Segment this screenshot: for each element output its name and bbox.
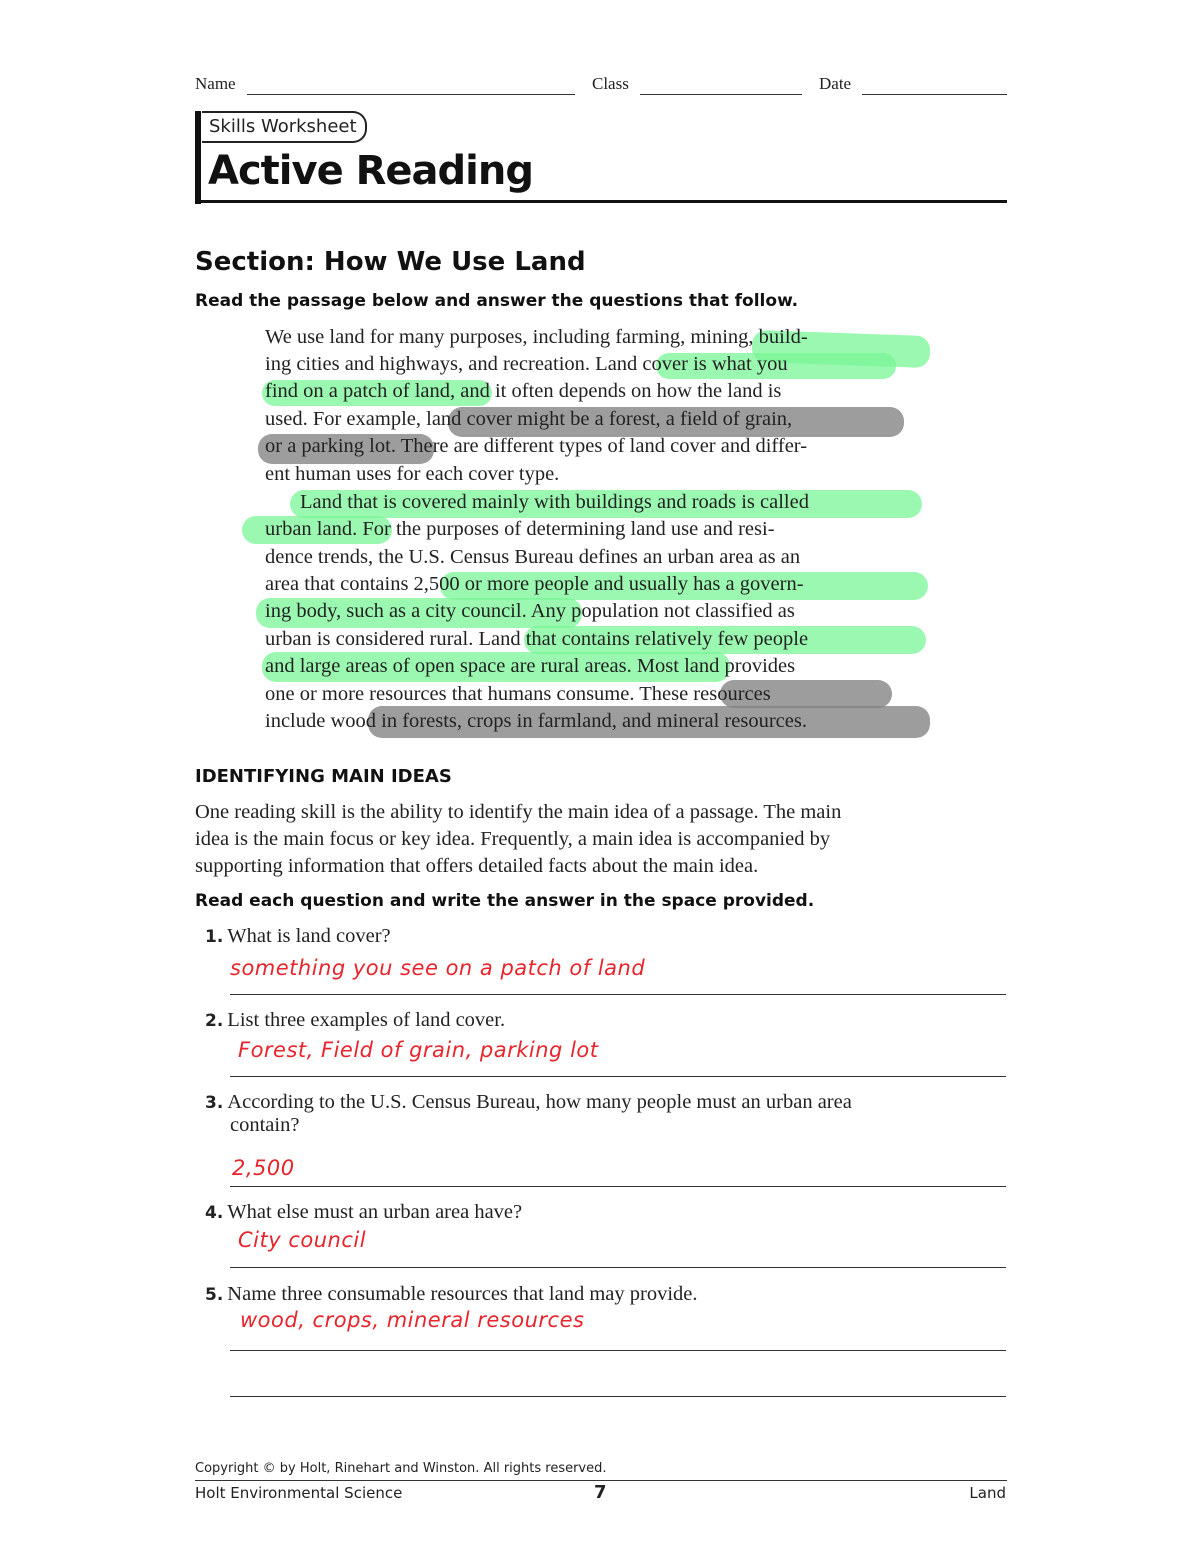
passage-line: dence trends, the U.S. Census Bureau defines an urban area as an <box>265 546 801 568</box>
questions-instruction: Read each question and write the answer in the space provided. <box>195 891 815 911</box>
question-5 <box>205 1283 698 1306</box>
question-number: 3. <box>205 1093 224 1113</box>
passage-line: ing cities and highways, and recreation. Land cover is what you <box>265 353 788 375</box>
name-field[interactable] <box>247 94 575 95</box>
passage-line: ent human uses for each cover type. <box>265 463 560 485</box>
passage-line: Land that is covered mainly with buildings and roads is called <box>300 491 809 513</box>
header-fields <box>195 74 1007 98</box>
answer-3[interactable]: 2,500 <box>232 1156 295 1180</box>
answer-line <box>230 1396 1006 1397</box>
section-title: Section: How We Use Land <box>195 247 586 277</box>
question-text: What is land cover? <box>227 925 391 947</box>
question-text: List three examples of land cover. <box>227 1009 506 1031</box>
name-label: Name <box>195 74 236 93</box>
answer-1[interactable]: something you see on a patch of land <box>230 956 646 980</box>
book-title: Holt Environmental Science <box>195 1484 403 1502</box>
main-ideas-text: One reading skill is the ability to identify the main idea of a passage. The main <box>195 801 842 823</box>
question-number: 2. <box>205 1011 224 1031</box>
question-number: 1. <box>205 927 224 947</box>
question-text: According to the U.S. Census Bureau, how many people must an urban area <box>227 1091 852 1113</box>
passage-line: or a parking lot. There are different types of land cover and differ- <box>265 435 808 457</box>
chapter-name: Land <box>969 1484 1006 1502</box>
skills-worksheet-tab: Skills Worksheet <box>202 111 367 143</box>
question-text-cont: contain? <box>230 1114 300 1136</box>
question-3 <box>205 1091 852 1137</box>
answer-line <box>230 1186 1006 1187</box>
question-2 <box>205 1009 505 1032</box>
class-label: Class <box>592 74 629 93</box>
main-ideas-text: idea is the main focus or key idea. Frequently, a main idea is accompanied by <box>195 828 831 850</box>
question-1 <box>205 925 391 948</box>
question-4 <box>205 1201 522 1224</box>
answer-5[interactable]: wood, crops, mineral resources <box>240 1308 585 1332</box>
passage-line: used. For example, land cover might be a forest, a field of grain, <box>265 408 793 430</box>
main-ideas-text: supporting information that offers detailed facts about the main idea. <box>195 855 759 877</box>
page-title: Active Reading <box>208 148 534 194</box>
answer-4[interactable]: City council <box>238 1228 367 1252</box>
passage-line: ing body, such as a city council. Any population not classified as <box>265 600 795 622</box>
passage-line: area that contains 2,500 or more people and usually has a govern- <box>265 573 804 595</box>
date-label: Date <box>819 74 852 93</box>
passage-line: find on a patch of land, and it often depends on how the land is <box>265 380 782 402</box>
question-number: 5. <box>205 1285 224 1305</box>
passage-line: urban land. For the purposes of determining land use and resi- <box>265 518 775 540</box>
passage-line: urban is considered rural. Land that contains relatively few people <box>265 628 809 650</box>
passage-line: and large areas of open space are rural areas. Most land provides <box>265 655 796 677</box>
answer-line <box>230 1076 1006 1077</box>
page-number: 7 <box>594 1482 607 1503</box>
answer-line <box>230 994 1006 995</box>
footer-divider <box>195 1480 1007 1481</box>
main-ideas-heading: IDENTIFYING MAIN IDEAS <box>195 766 452 787</box>
passage-line: include wood in forests, crops in farmland, and mineral resources. <box>265 710 807 732</box>
passage-line: one or more resources that humans consume. These resources <box>265 683 771 705</box>
passage-instruction: Read the passage below and answer the questions that follow. <box>195 291 799 311</box>
question-text: What else must an urban area have? <box>227 1201 523 1223</box>
answer-line <box>230 1350 1006 1351</box>
class-field[interactable] <box>640 94 802 95</box>
question-number: 4. <box>205 1203 224 1223</box>
question-text: Name three consumable resources that land may provide. <box>227 1283 698 1305</box>
answer-line <box>230 1267 1006 1268</box>
date-field[interactable] <box>862 94 1007 95</box>
passage-line: We use land for many purposes, including farming, mining, build- <box>265 326 808 348</box>
title-divider <box>195 200 1007 203</box>
copyright-notice: Copyright © by Holt, Rinehart and Winston. All rights reserved. <box>195 1461 607 1476</box>
answer-2[interactable]: Forest, Field of grain, parking lot <box>238 1038 599 1062</box>
title-accent-bar <box>195 111 201 204</box>
